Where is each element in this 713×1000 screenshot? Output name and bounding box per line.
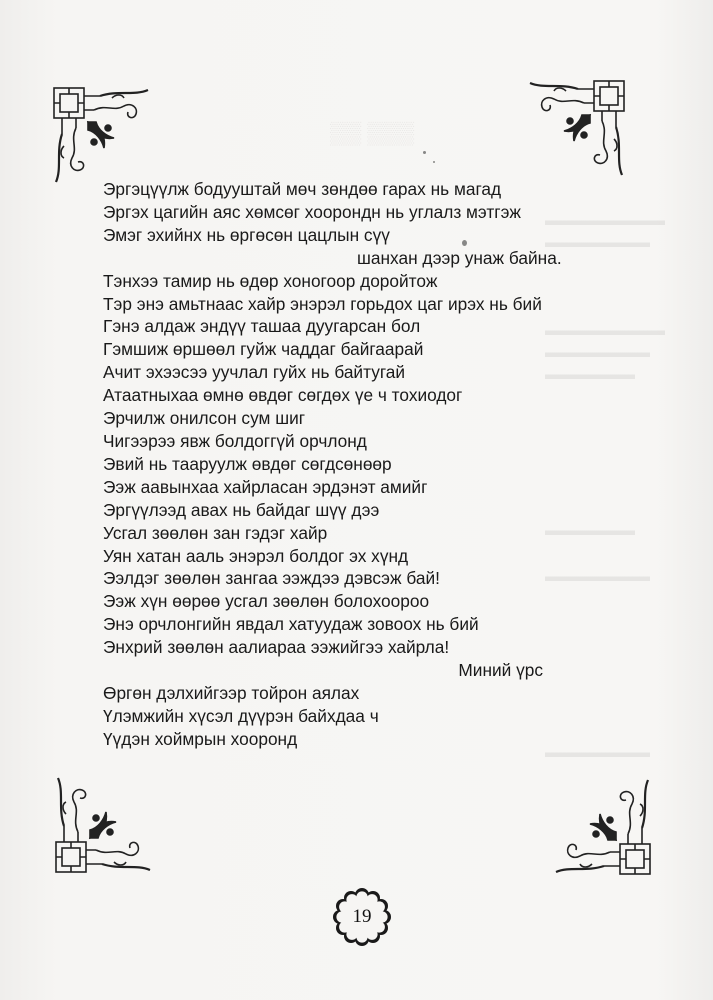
bleed-through-text: ▬▬▬▬▬▬	[545, 522, 635, 539]
bleed-through-text: ▬▬▬▬▬▬▬▬	[545, 322, 665, 339]
poem-line: Эргэцүүлж бодууштай мөч зөндөө гарах нь магад	[103, 179, 502, 199]
poem-line: Атаатныхаа өмнө өвдөг сөгдөх үе ч тохиодог	[103, 385, 463, 406]
poem-line: Эргүүлээд авах нь байдаг шүү дээ	[103, 499, 380, 520]
corner-ornament-icon	[50, 768, 160, 878]
poem-line: Уян хатан ааль энэрэл болдог эх хүнд	[103, 545, 409, 566]
bleed-through-text: ▬▬▬▬▬▬	[545, 366, 635, 383]
bleed-through-text: ▬▬▬▬▬▬▬	[545, 234, 650, 251]
bleed-through-text: ▬▬▬▬▬▬▬▬	[545, 212, 665, 229]
corner-ornament-icon	[520, 75, 630, 185]
bleed-through-text: ▬▬▬▬▬▬▬	[545, 744, 650, 761]
poem-line: Эргэх цагийн аяс хөмсөг хоорондн нь углалз мэтгэж	[103, 201, 521, 222]
poem-line: Тэр энэ амьтнаас хайр энэрэл горьдох цаг ирэх нь бий	[103, 293, 542, 314]
page-number: 19	[352, 906, 372, 927]
poem-line: Гэмшиж өршөөл гуйж чаддаг байгаарай	[103, 339, 424, 360]
ink-speck	[433, 161, 435, 163]
bleed-through-text: ▬▬▬▬▬▬▬	[545, 568, 650, 585]
poem-line: Чигээрээ явж болдоггүй орчлонд	[103, 430, 367, 451]
poem-line: Энэ орчлонгийн явдал хатуудаж зовоох нь бий	[103, 614, 479, 635]
poem-line: Эвий нь тааруулж өвдөг сөгдсөнөөр	[103, 453, 392, 474]
poem-line: Энхрий зөөлөн аалиараа ээжийгээ хайрла!	[103, 637, 450, 658]
poem-text	[103, 178, 562, 751]
poem-line: Усгал зөөлөн зан гэдэг хайр	[103, 522, 328, 543]
poem-line: Үлэмжийн хүсэл дүүрэн байхдаа ч	[103, 705, 379, 726]
poem-line: Ээлдэг зөөлөн зангаа ээждээ дэвсэж бай!	[103, 568, 440, 589]
bleed-through-text: ▬▬▬▬▬▬▬	[545, 344, 650, 361]
poem-line: Ээж хүн өөрөө усгал зөөлөн болохоороо	[103, 591, 430, 612]
corner-ornament-icon	[48, 82, 158, 192]
poem-line: шанхан дээр унаж байна.	[357, 247, 562, 268]
poem-line: Гэнэ алдаж эндүү ташаа дуугарсан бол	[103, 316, 421, 337]
poem-line: Үүдэн хоймрын хооронд	[103, 728, 298, 749]
poem-line: Тэнхээ тамир нь өдөр хоногоор доройтож	[103, 270, 438, 291]
poem-line: Эмэг эхийнх нь өргөсөн цацлын сүү	[103, 224, 390, 245]
poem-line: Миний үрс	[458, 660, 543, 681]
poem-line: Ээж аавынхаа хайрласан эрдэнэт амийг	[103, 476, 428, 497]
bleed-through-text: ▒▒ ▒▒▒	[330, 120, 415, 145]
poem-line: Эрчилж онилсон сум шиг	[103, 408, 306, 429]
poem-line: Өргөн дэлхийгээр тойрон аялах	[103, 682, 360, 703]
page-number-badge	[332, 887, 392, 947]
ink-speck	[423, 151, 426, 154]
corner-ornament-icon	[546, 770, 656, 880]
poem-line: Ачит эхээсээ уучлал гуйх нь байтугай	[103, 362, 406, 383]
